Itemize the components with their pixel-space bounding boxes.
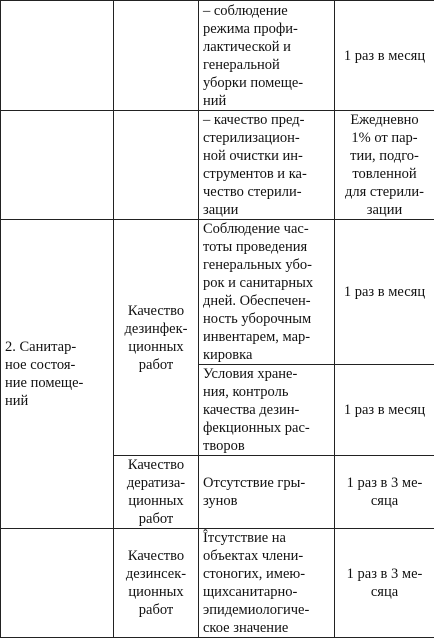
indicator-cell: 2. Санитар- ное состоя- ние помеще- ний bbox=[1, 220, 114, 529]
subindicator-cell bbox=[114, 1, 199, 111]
table-row bbox=[1, 111, 434, 220]
requirement-cell: Условия хране- ния, контроль качества дезин- фекционных рас- творов bbox=[199, 365, 335, 456]
frequency-cell: 1 раз в месяц bbox=[335, 1, 434, 111]
indicator-cell bbox=[1, 1, 114, 111]
subindicator-cell bbox=[114, 111, 199, 220]
requirement-cell: – соблюдение режима профи- лактической и генеральной уборки помеще- ний bbox=[199, 1, 335, 111]
subindicator-cell: Качество дезинфек- ционных работ bbox=[114, 220, 199, 456]
frequency-cell: Ежедневно 1% от пар- тии, подго- товленной для стерили- зации bbox=[335, 111, 434, 220]
requirement-cell: Îтсутствие на объектах члени- стоногих, имею- щихсанитарно- эпидемиологиче- ское значение bbox=[199, 529, 335, 638]
frequency-cell: 1 раз в 3 ме- сяца bbox=[335, 529, 434, 638]
frequency-cell: 1 раз в месяц bbox=[335, 220, 434, 365]
subindicator-cell: Качество дезинсек- ционных работ bbox=[114, 529, 199, 638]
indicator-cell bbox=[1, 529, 114, 638]
table-row bbox=[1, 220, 434, 365]
requirement-cell: Соблюдение час- тоты проведения генеральных убо- рок и санитарных дней. Обеспечен- ность уборочным инвентарем, мар- кировка bbox=[199, 220, 335, 365]
table-row bbox=[1, 1, 434, 111]
frequency-cell: 1 раз в 3 ме- сяца bbox=[335, 456, 434, 529]
frequency-cell: 1 раз в месяц bbox=[335, 365, 434, 456]
requirement-cell: – качество пред- стерилизацион- ной очистки ин- струментов и ка- чество стерили- зации bbox=[199, 111, 335, 220]
indicator-cell bbox=[1, 111, 114, 220]
subindicator-cell: Качество дератиза- ционных работ bbox=[114, 456, 199, 529]
requirement-cell: Отсутствие гры- зунов bbox=[199, 456, 335, 529]
table-row bbox=[1, 529, 434, 638]
